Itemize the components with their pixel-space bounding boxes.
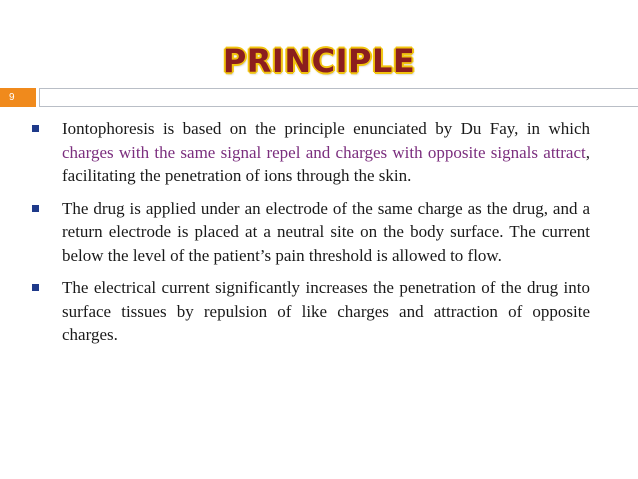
bullet-1-text-end: , facilitating the penetration of ions through the skin. <box>62 142 590 185</box>
bullet-item-1 <box>30 117 590 188</box>
bullet-1-text-start: Iontophoresis is based on the principle enunciated by Du Fay, in which <box>62 119 590 138</box>
bullet-list <box>30 117 590 356</box>
slide-title: PRINCIPLE <box>222 42 416 80</box>
square-bullet-icon <box>32 205 39 212</box>
bullet-1-highlight: charges with the same signal repel and charges with opposite signals attract <box>62 142 586 162</box>
bullet-2-text: The drug is applied under an electrode of the same charge as the drug, and a return electrode is placed at a neutral site on the body surface. The current below the level of the patient’s pain threshold is allowed to flow. <box>62 198 590 265</box>
page-number-badge: 9 <box>0 88 36 107</box>
bullet-3-text: The electrical current significantly increases the penetration of the drug into surface tissues by repulsion of like charges and attraction of opposite charges. <box>62 278 590 344</box>
header-rule <box>39 88 638 107</box>
bullet-item-2 <box>30 197 590 268</box>
bullet-item-3 <box>30 276 590 347</box>
square-bullet-icon <box>32 125 39 132</box>
square-bullet-icon <box>32 284 39 291</box>
